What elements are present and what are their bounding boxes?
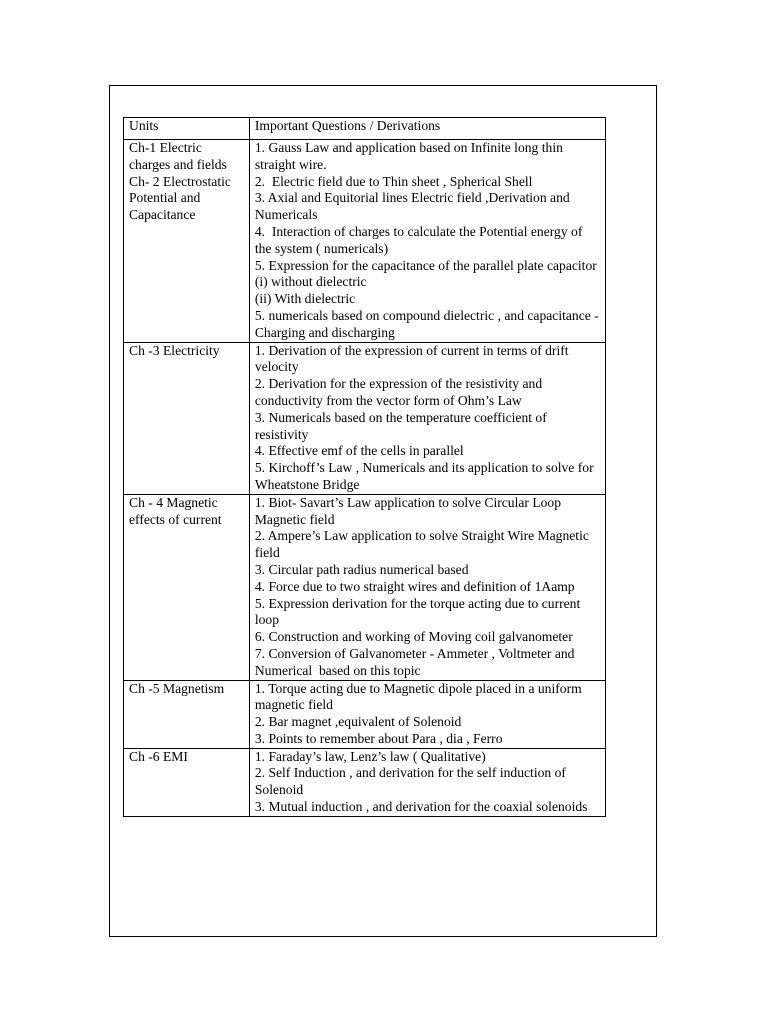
question-item: 5. numericals based on compound dielectric , and capacitance - Charging and discharging [254,307,603,340]
unit-cell: Ch - 4 Magnetic effects of current [124,494,250,680]
questions-cell [249,748,605,816]
question-item: 1. Torque acting due to Magnetic dipole placed in a uniform magnetic field [254,680,586,713]
table-row [124,494,606,680]
question-item: 1. Biot- Savart’s Law application to solve Circular Loop Magnetic field [254,494,565,527]
question-item: 1. Derivation of the expression of current in terms of drift velocity [254,342,572,375]
important-questions-table [123,117,606,817]
question-item: 6. Construction and working of Moving coil galvanometer [254,629,573,645]
question-item: 5. Kirchoff’s Law , Numericals and its application to solve for Wheatstone Bridge [254,460,597,492]
question-item: 1. Faraday’s law, Lenz’s law ( Qualitative) [254,748,486,764]
question-item: 3. Axial and Equitorial lines Electric field ,Derivation and Numericals [254,190,574,223]
question-item: 2. Bar magnet ,equivalent of Solenoid [254,714,462,730]
question-item: 4. Force due to two straight wires and definition of 1Aamp [254,578,575,594]
question-item: 2. Ampere’s Law application to solve Straight Wire Magnetic field [254,528,593,561]
questions-cell [249,494,605,680]
questions-cell [249,342,605,494]
question-item: 7. Conversion of Galvanometer - Ammeter , Voltmeter and Numerical based on this topic [254,645,578,678]
question-item: (ii) With dielectric [254,291,356,307]
questions-cell [249,140,605,343]
question-item: 4. Interaction of charges to calculate the Potential energy of the system ( numericals) [254,223,586,256]
question-item: 4. Effective emf of the cells in parallel [254,443,464,459]
question-item: 5. Expression for the capacitance of the parallel plate capacitor [254,257,597,273]
units-column-header: Units [124,118,250,140]
question-item: 3. Circular path radius numerical based [254,561,469,577]
question-item: 3. Numericals based on the temperature coefficient of resistivity [254,409,551,442]
unit-cell: Ch -5 Magnetism [124,680,250,748]
table-row [124,748,606,816]
table-row [124,342,606,494]
unit-cell: Ch -3 Electricity [124,342,250,494]
question-item: 2. Electric field due to Thin sheet , Spherical Shell [254,173,533,189]
unit-cell: Ch-1 Electric charges and fields Ch- 2 Electrostatic Potential and Capacitance [124,140,250,343]
table-row [124,140,606,343]
question-item: 3. Points to remember about Para , dia , Ferro [254,730,503,746]
table-row [124,680,606,748]
table-header-row [124,118,606,140]
question-item: 2. Self Induction , and derivation for the self induction of Solenoid [254,765,570,798]
question-item: 5. Expression derivation for the torque acting due to current loop [254,595,584,628]
question-item: 3. Mutual induction , and derivation for the coaxial solenoids [254,799,588,815]
table-body [124,140,606,817]
question-item: (i) without dielectric [254,274,367,290]
questions-column-header: Important Questions / Derivations [249,118,605,140]
question-item: 2. Derivation for the expression of the resistivity and conductivity from the vector form of Ohm’s Law [254,376,546,408]
question-item: 1. Gauss Law and application based on Infinite long thin straight wire. [254,140,567,172]
questions-cell [249,680,605,748]
unit-cell: Ch -6 EMI [124,748,250,816]
